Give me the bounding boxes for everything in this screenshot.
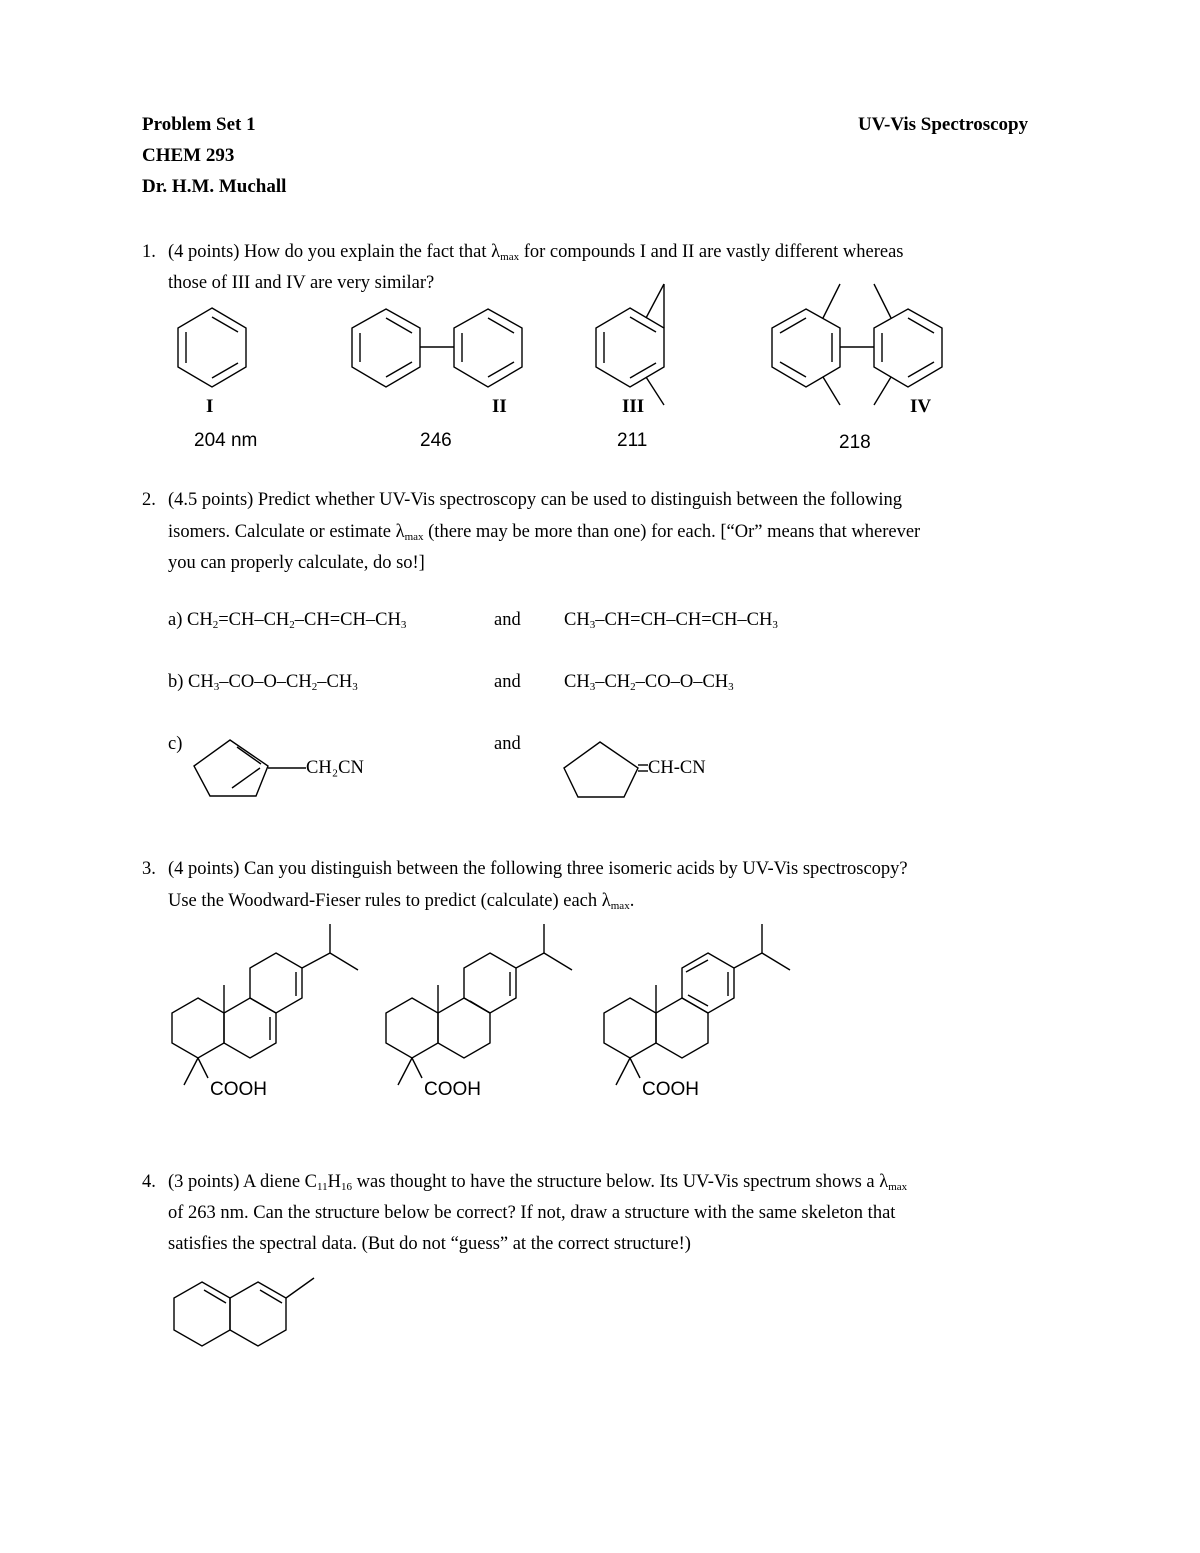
levopimaric-acid-structure — [386, 924, 572, 1085]
compound-i-lambda: 204 nm — [194, 430, 258, 451]
compound-iii-label: III — [622, 396, 645, 417]
compound-ii-lambda: 246 — [420, 430, 452, 451]
diene-structure — [174, 1278, 314, 1346]
abietic-acid-structure — [172, 924, 358, 1085]
q3-line1: (4 points) Can you distinguish between the following three isomeric acids by UV-Vis spectroscopy? — [168, 859, 908, 879]
q2c-right-substituent: CH-CN — [648, 758, 706, 778]
compound-i-label: I — [206, 396, 214, 417]
q3-line2: Use the Woodward-Fieser rules to predict (calculate) each λmax. — [168, 891, 635, 912]
q2-line1: (4.5 points) Predict whether UV-Vis spectroscopy can be used to distinguish between the following — [168, 490, 902, 510]
q3-cooh-2: COOH — [424, 1079, 481, 1100]
problem-set-title: Problem Set 1 — [142, 114, 256, 135]
q2b-left-formula: b) CH3–CO–O–CH2–CH3 — [168, 672, 358, 693]
compound-iii-lambda: 211 — [617, 430, 648, 451]
topic-title: UV-Vis Spectroscopy — [858, 114, 1029, 135]
q4-line1: (3 points) A diene C11H16 was thought to have the structure below. Its UV-Vis spectrum shows a λmax — [168, 1172, 908, 1193]
q4-number: 4. — [142, 1172, 156, 1192]
q2-number: 2. — [142, 490, 156, 510]
q2c-prefix: c) — [168, 734, 183, 754]
q1-line1: (4 points) How do you explain the fact that λmax for compounds I and II are vastly different whereas — [168, 242, 904, 263]
course-code: CHEM 293 — [142, 145, 235, 166]
q2b-and: and — [494, 672, 521, 692]
q1-number: 1. — [142, 242, 156, 262]
q2b-right-formula: CH3–CH2–CO–O–CH3 — [564, 672, 734, 693]
q2a-left-formula: a) CH2=CH–CH2–CH=CH–CH3 — [168, 610, 407, 631]
q2-line2: isomers. Calculate or estimate λmax (there may be more than one) for each. [“Or” means that wherever — [168, 522, 921, 543]
compound-ii-label: II — [492, 396, 507, 417]
q2-line3: you can properly calculate, do so!] — [168, 553, 425, 573]
q3-cooh-3: COOH — [642, 1079, 699, 1100]
q3-cooh-1: COOH — [210, 1079, 267, 1100]
q2a-and: and — [494, 610, 521, 630]
q4-line2: of 263 nm. Can the structure below be correct? If not, draw a structure with the same skeleton that — [168, 1203, 896, 1223]
dehydroabietic-acid-structure — [604, 924, 790, 1085]
q2a-right-formula: CH3–CH=CH–CH=CH–CH3 — [564, 610, 778, 631]
q2c-left-substituent: CH₂CN — [306, 758, 364, 778]
compound-iv-lambda: 218 — [839, 432, 871, 453]
q1-line2: those of III and IV are very similar? — [168, 273, 435, 293]
compound-iv-label: IV — [910, 396, 932, 417]
q4-line3: satisfies the spectral data. (But do not “guess” at the correct structure!) — [168, 1234, 691, 1254]
instructor-name: Dr. H.M. Muchall — [142, 176, 287, 197]
q2c-and: and — [494, 734, 521, 754]
q3-number: 3. — [142, 859, 156, 879]
